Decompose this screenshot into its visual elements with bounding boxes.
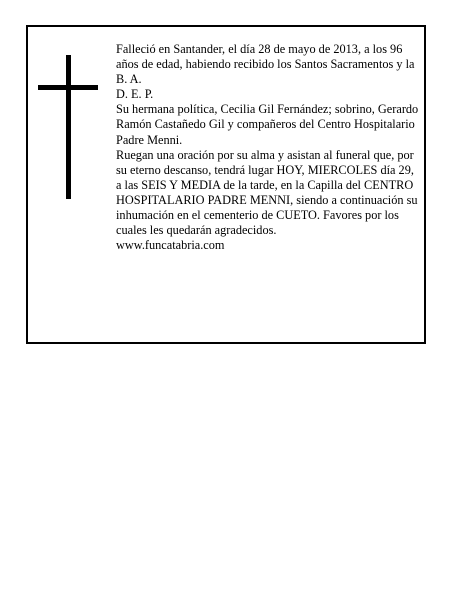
mourners-list: Su hermana política, Cecilia Gil Fernández; sobrino, Gerardo Ramón Castañedo Gil y compañeros del Centro Hospitalario Padre Menni. bbox=[116, 102, 419, 147]
notice-text bbox=[116, 42, 421, 253]
death-announcement: Falleció en Santander, el día 28 de mayo de 2013, a los 96 años de edad, habiendo recibido los Santos Sacramentos y la B. A. bbox=[116, 42, 415, 87]
funeral-details: Ruegan una oración por su alma y asistan al funeral que, por su eterno descanso, tendrá lugar HOY, MIERCOLES día 29, a las SEIS Y MEDIA de la tarde, en la Capilla del CENTRO HOSPITALARIO PADRE MENNI, siendo a continuación su inhumación en el cementerio de CUETO. Favores por los cuales les quedarán agradecidos. bbox=[116, 147, 418, 238]
obituary-notice bbox=[26, 25, 426, 344]
cross-horizontal-bar bbox=[38, 85, 98, 90]
cross-vertical-bar bbox=[66, 55, 71, 199]
latin-cross-icon bbox=[38, 55, 98, 199]
website-text: www.funcatabria.com bbox=[116, 238, 225, 253]
rest-in-peace: D. E. P. bbox=[116, 87, 154, 102]
